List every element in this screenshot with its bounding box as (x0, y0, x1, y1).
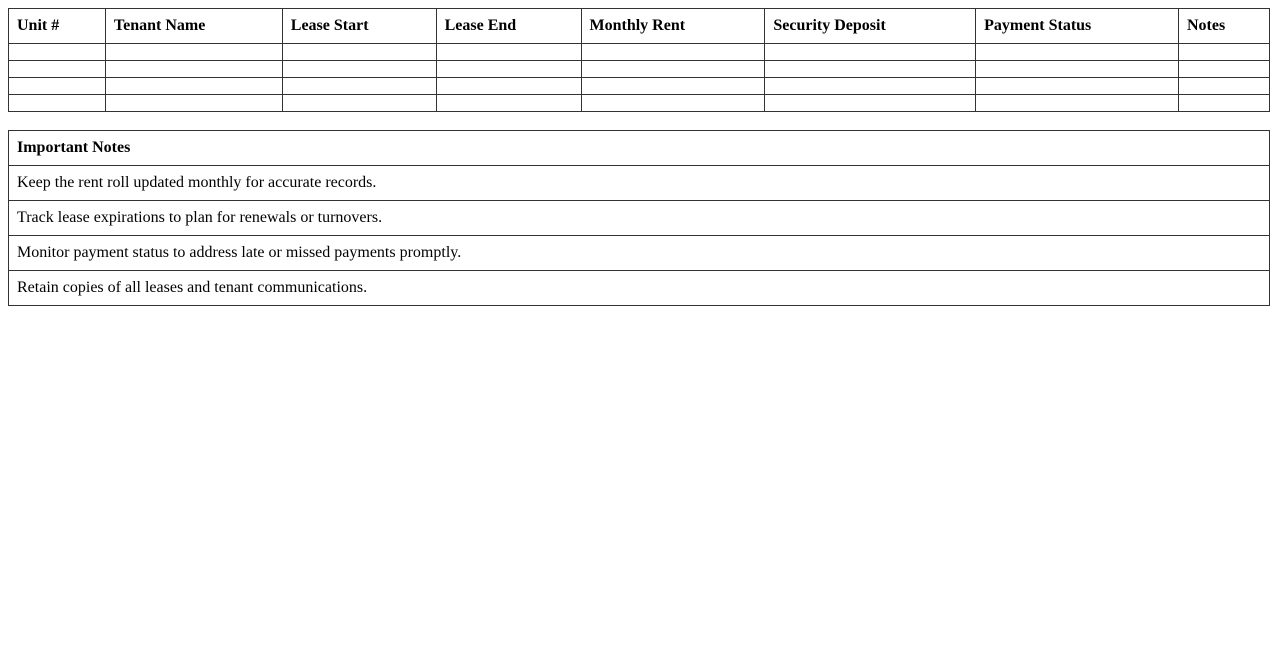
table-cell[interactable] (765, 44, 976, 61)
table-row (9, 61, 1270, 78)
note-item: Retain copies of all leases and tenant communications. (9, 271, 1270, 306)
table-cell[interactable] (1178, 44, 1269, 61)
table-cell[interactable] (436, 61, 581, 78)
table-cell[interactable] (1178, 95, 1269, 112)
notes-title: Important Notes (9, 131, 1270, 166)
table-cell[interactable] (436, 95, 581, 112)
table-cell[interactable] (436, 44, 581, 61)
table-cell[interactable] (1178, 78, 1269, 95)
table-cell[interactable] (282, 78, 436, 95)
header-unit: Unit # (9, 9, 106, 44)
table-cell[interactable] (765, 95, 976, 112)
table-cell[interactable] (976, 95, 1179, 112)
rent-roll-table (8, 8, 1270, 112)
table-cell[interactable] (9, 44, 106, 61)
table-cell[interactable] (9, 61, 106, 78)
table-cell[interactable] (976, 61, 1179, 78)
table-cell[interactable] (282, 95, 436, 112)
header-lease-start: Lease Start (282, 9, 436, 44)
table-cell[interactable] (105, 95, 282, 112)
header-payment-status: Payment Status (976, 9, 1179, 44)
table-header-row (9, 9, 1270, 44)
header-security-deposit: Security Deposit (765, 9, 976, 44)
note-item: Track lease expirations to plan for renewals or turnovers. (9, 201, 1270, 236)
header-lease-end: Lease End (436, 9, 581, 44)
table-cell[interactable] (581, 44, 765, 61)
table-cell[interactable] (105, 78, 282, 95)
note-item: Keep the rent roll updated monthly for accurate records. (9, 166, 1270, 201)
table-cell[interactable] (765, 78, 976, 95)
table-cell[interactable] (9, 95, 106, 112)
table-cell[interactable] (1178, 61, 1269, 78)
table-cell[interactable] (105, 61, 282, 78)
table-cell[interactable] (581, 78, 765, 95)
table-row (9, 78, 1270, 95)
header-monthly-rent: Monthly Rent (581, 9, 765, 44)
table-row (9, 95, 1270, 112)
table-cell[interactable] (105, 44, 282, 61)
table-cell[interactable] (9, 78, 106, 95)
table-cell[interactable] (976, 44, 1179, 61)
table-cell[interactable] (436, 78, 581, 95)
important-notes-table (8, 130, 1270, 306)
table-cell[interactable] (976, 78, 1179, 95)
table-cell[interactable] (765, 61, 976, 78)
header-tenant-name: Tenant Name (105, 9, 282, 44)
header-notes: Notes (1178, 9, 1269, 44)
table-cell[interactable] (581, 95, 765, 112)
table-cell[interactable] (282, 44, 436, 61)
table-cell[interactable] (581, 61, 765, 78)
table-cell[interactable] (282, 61, 436, 78)
table-row (9, 44, 1270, 61)
note-item: Monitor payment status to address late or missed payments promptly. (9, 236, 1270, 271)
